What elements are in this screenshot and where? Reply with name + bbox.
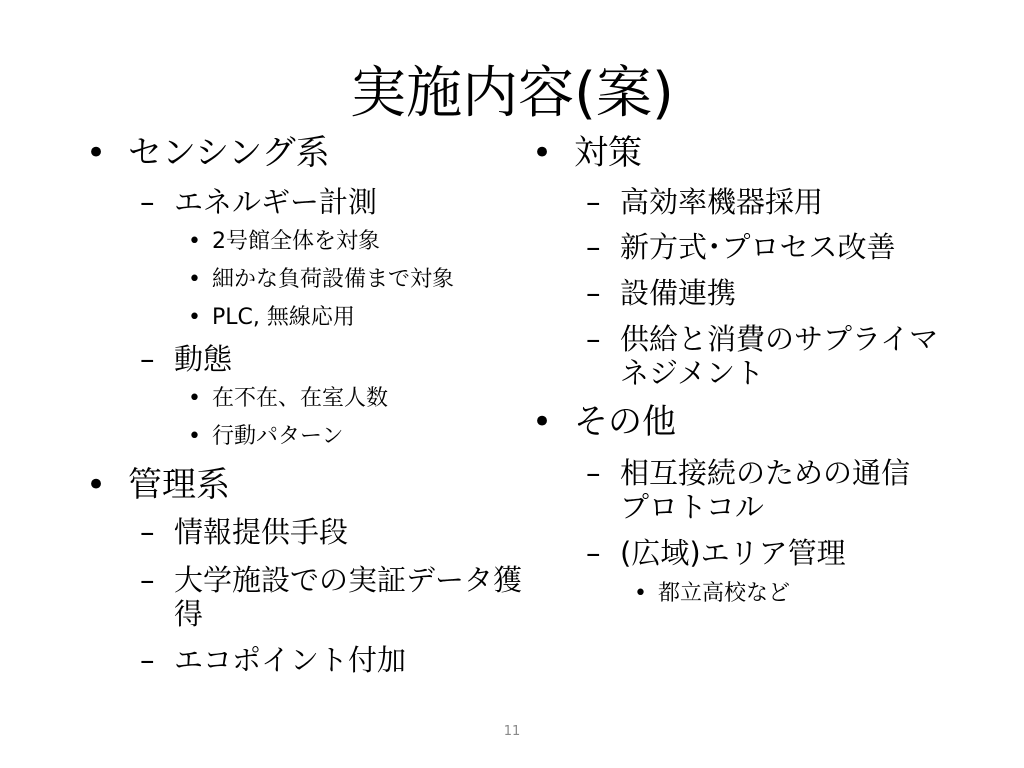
bullet-icon: • (532, 402, 553, 442)
dash-icon: – (586, 456, 601, 490)
item-label: 対策 (574, 133, 642, 173)
list-item-behavior (188, 424, 344, 450)
list-item-measures (532, 133, 642, 173)
dash-icon: – (586, 536, 601, 570)
dash-icon: – (586, 230, 601, 264)
item-label: PLC, 無線応用 (212, 305, 355, 330)
list-item-dynamics (140, 342, 232, 376)
item-label: 設備連携 (620, 276, 737, 310)
bullet-icon: • (634, 581, 647, 606)
item-label: 都立高校など (658, 581, 791, 606)
list-item-new-method (586, 230, 896, 264)
page-number: 11 (503, 724, 521, 739)
item-label: 細かな負荷設備まで対象 (212, 267, 455, 292)
list-item-building (188, 229, 380, 255)
item-label: 管理系 (128, 465, 230, 505)
item-label: エネルギー計測 (174, 185, 378, 219)
list-item-plc (188, 305, 355, 331)
item-label: 供給と消費のサプライマネジメント (620, 322, 939, 390)
bullet-icon: • (188, 305, 201, 330)
dash-icon: – (586, 322, 601, 356)
list-item-protocol (586, 456, 976, 524)
item-label: 新方式･プロセス改善 (620, 230, 896, 264)
item-label: その他 (574, 402, 676, 442)
dash-icon: – (140, 185, 155, 219)
list-item-sensing (86, 133, 330, 173)
list-item-supply-demand (586, 322, 976, 390)
list-item-others (532, 402, 676, 442)
item-label: 在不在、在室人数 (212, 386, 389, 411)
list-item-coordination (586, 276, 736, 310)
list-item-fine-loads (188, 267, 454, 293)
dash-icon: – (586, 276, 601, 310)
bullet-icon: • (188, 386, 201, 411)
dash-icon: – (586, 185, 601, 219)
dash-icon: – (140, 643, 155, 677)
list-item-ecopoint (140, 643, 406, 677)
item-label: 2号館全体を対象 (212, 229, 380, 254)
dash-icon: – (140, 563, 155, 597)
item-label: 高効率機器採用 (620, 185, 824, 219)
bullet-icon: • (188, 424, 201, 449)
list-item-efficient (586, 185, 823, 219)
bullet-icon: • (86, 133, 107, 173)
item-label: 大学施設での実証データ獲得 (174, 563, 523, 631)
list-item-info-means (140, 515, 348, 549)
dash-icon: – (140, 342, 155, 376)
list-item-area (586, 536, 846, 570)
slide-title: 実施内容(案) (350, 61, 674, 126)
bullet-icon: • (188, 267, 201, 292)
bullet-icon: • (188, 229, 201, 254)
item-label: 情報提供手段 (174, 515, 349, 549)
item-label: (広域)エリア管理 (620, 536, 846, 570)
item-label: エコポイント付加 (174, 643, 407, 677)
item-label: 動態 (174, 342, 233, 376)
dash-icon: – (140, 515, 155, 549)
item-label: センシング系 (128, 133, 330, 173)
list-item-presence (188, 386, 388, 412)
list-item-energy (140, 185, 377, 219)
bullet-icon: • (86, 465, 107, 505)
item-label: 行動パターン (212, 424, 344, 449)
list-item-schools (634, 581, 790, 607)
item-label: 相互接続のための通信プロトコル (620, 456, 911, 524)
bullet-icon: • (532, 133, 553, 173)
list-item-university (140, 563, 550, 631)
list-item-management (86, 465, 230, 505)
